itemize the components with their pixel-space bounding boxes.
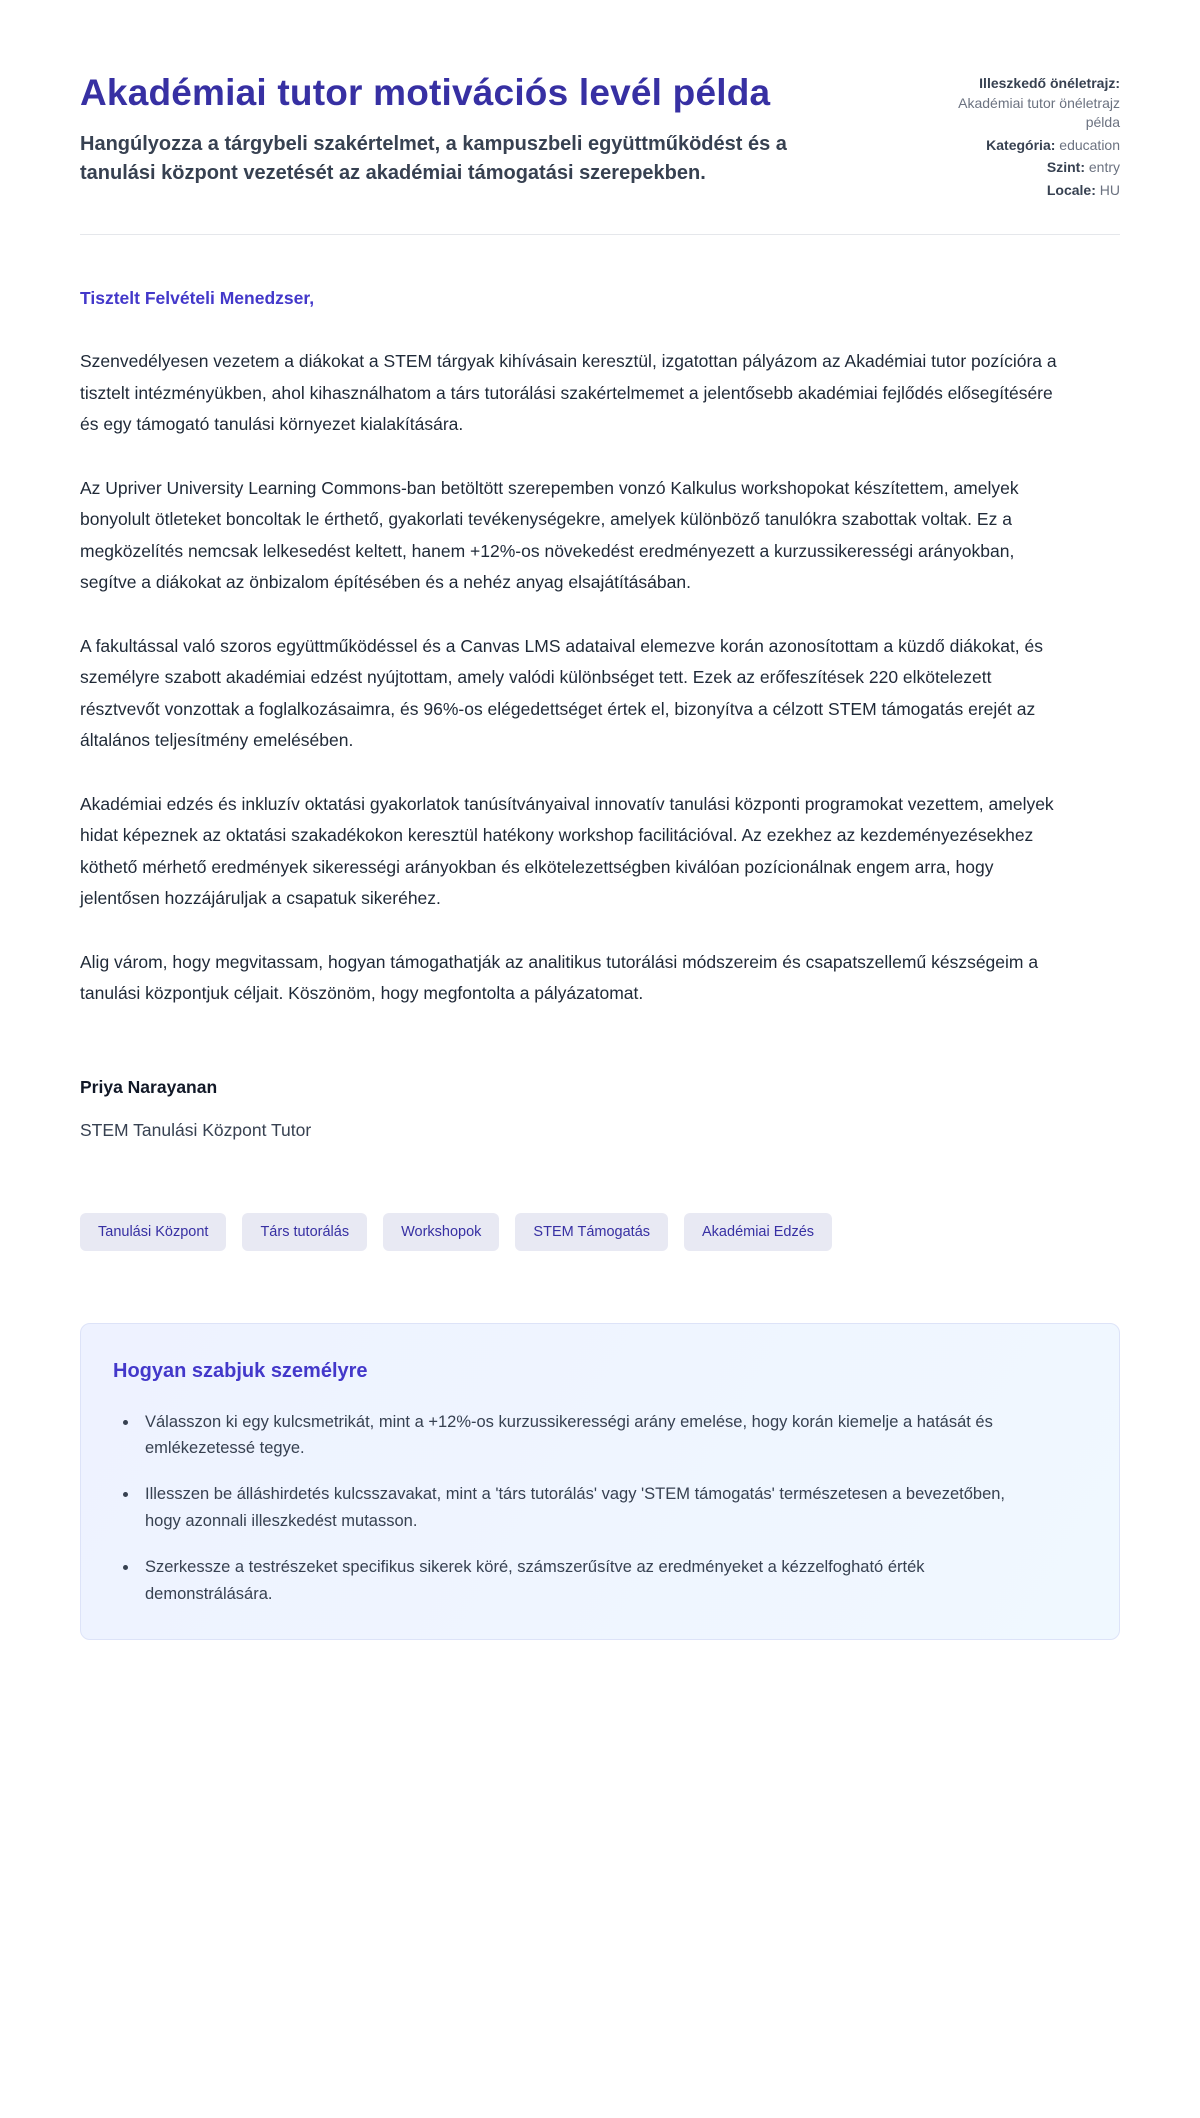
tag-peer-tutoring[interactable]: Társ tutorálás bbox=[242, 1213, 367, 1251]
tag-list bbox=[80, 1213, 1120, 1251]
personalization-callout bbox=[80, 1323, 1120, 1640]
meta-matching-resume bbox=[942, 74, 1120, 133]
page-title: Akadémiai tutor motivációs levél példa bbox=[80, 72, 771, 113]
letter-paragraph: A fakultással való szoros együttműködéssel és a Canvas LMS adataival elemezve korán azonosítottam a küzdő diákokat, és személyre szabott akadémiai edzést nyújtottam, amely valódi különbséget tett. Ezek az erőfeszítések 220 elkötelezett résztvevőt vonzottak a foglalkozásaimra, és 96%-os elégedettséget értek el, bizonyítva a célzott STEM támogatás erejét az általános teljesítmény emelésében. bbox=[80, 635, 1044, 751]
meta-locale-value: HU bbox=[1099, 181, 1120, 198]
meta-category-value: education bbox=[1059, 136, 1120, 153]
signature-role: STEM Tanulási Központ Tutor bbox=[80, 1120, 312, 1141]
page-subtitle: Hangúlyozza a tárgybeli szakértelmet, a kampuszbeli együttműködést és a tanulási központ vezetését az akadémiai támogatási szerepekben. bbox=[80, 133, 787, 185]
meta-level-value: entry bbox=[1088, 159, 1120, 176]
meta-locale-label: Locale: bbox=[1046, 181, 1096, 198]
meta-category bbox=[942, 136, 1120, 156]
meta-matching-resume-label: Illeszkedő önéletrajz: bbox=[979, 75, 1120, 91]
letter-greeting: Tisztelt Felvételi Menedzser, bbox=[80, 287, 315, 308]
resume-meta-panel bbox=[942, 70, 1120, 204]
letter-paragraph: Alig várom, hogy megvitassam, hogyan támogathatják az analitikus tutorálási módszereim és csapatszellemű készségeim a tanulási központjuk céljait. Köszönöm, hogy megfontolta a pályázatomat. bbox=[80, 951, 1039, 1004]
callout-tip: • Szerkessze a testrészeket specifikus sikerek köré, számszerűsítve az eredményeket a kézzelfogható érték demonstrálására. bbox=[139, 1554, 1043, 1607]
meta-locale bbox=[942, 181, 1120, 201]
cover-letter-body bbox=[80, 235, 1070, 1147]
meta-matching-resume-value: Akadémiai tutor önéletrajz példa bbox=[958, 94, 1120, 131]
callout-tip: • Illesszen be álláshirdetés kulcsszavakat, mint a 'társ tutorálás' vagy 'STEM támogatás' természetesen a bevezetőben, hogy azonnali illeszkedést mutasson. bbox=[139, 1481, 1043, 1534]
tag-stem-support[interactable]: STEM Támogatás bbox=[515, 1213, 668, 1251]
callout-tip: • Válasszon ki egy kulcsmetrikát, mint a +12%-os kurzussikerességi arány emelése, hogy korán kiemelje a hatását és emlékezetessé tegye. bbox=[139, 1409, 1043, 1462]
letter-paragraph: Az Upriver University Learning Commons-ban betöltött szerepemben vonzó Kalkulus workshopokat készítettem, amelyek bonyolult ötleteket boncoltak le érthető, gyakorlati tevékenységekre, amelyek különböző tanulókra szabottak voltak. Ez a megközelítés nemcsak lelkesedést keltett, hanem +12%-os növekedést eredményezett a kurzussikerességi arányokban, segítve a diákokat az önbizalom építésében és a nehéz anyag elsajátításában. bbox=[80, 477, 1019, 593]
letter-paragraph: Akadémiai edzés és inkluzív oktatási gyakorlatok tanúsítványaival innovatív tanulási központi programokat vezettem, amelyek hidat képeznek az oktatási szakadékokon keresztül hatékony workshop facilitációval. Az ezekhez az kezdeményezésekhez köthető mérhető eredmények sikerességi arányokban és elkötelezettségben kiválóan pozícionálnak engem arra, hogy jelentősen hozzájáruljak a csapatuk sikeréhez. bbox=[80, 793, 1054, 909]
header-text-block bbox=[80, 70, 860, 188]
callout-tip-list bbox=[113, 1409, 1043, 1607]
signature-name: Priya Narayanan bbox=[80, 1076, 218, 1097]
callout-title: Hogyan szabjuk személyre bbox=[113, 1359, 368, 1382]
letter-paragraph: Szenvedélyesen vezetem a diákokat a STEM tárgyak kihívásain keresztül, izgatottan pályázom az Akadémiai tutor pozícióra a tisztelt intézményükben, ahol kihasználhatom a társ tutorálási szakértelmemet a jelentősebb akadémiai fejlődés elősegítésére és egy támogató tanulási környezet kialakítására. bbox=[80, 351, 1057, 435]
tag-workshops[interactable]: Workshopok bbox=[383, 1213, 499, 1251]
meta-category-label: Kategória: bbox=[986, 136, 1056, 153]
page-header bbox=[80, 70, 1120, 235]
meta-level bbox=[942, 158, 1120, 178]
meta-level-label: Szint: bbox=[1046, 159, 1085, 176]
tag-academic-coaching[interactable]: Akadémiai Edzés bbox=[684, 1213, 832, 1251]
tag-learning-center[interactable]: Tanulási Központ bbox=[80, 1213, 226, 1251]
